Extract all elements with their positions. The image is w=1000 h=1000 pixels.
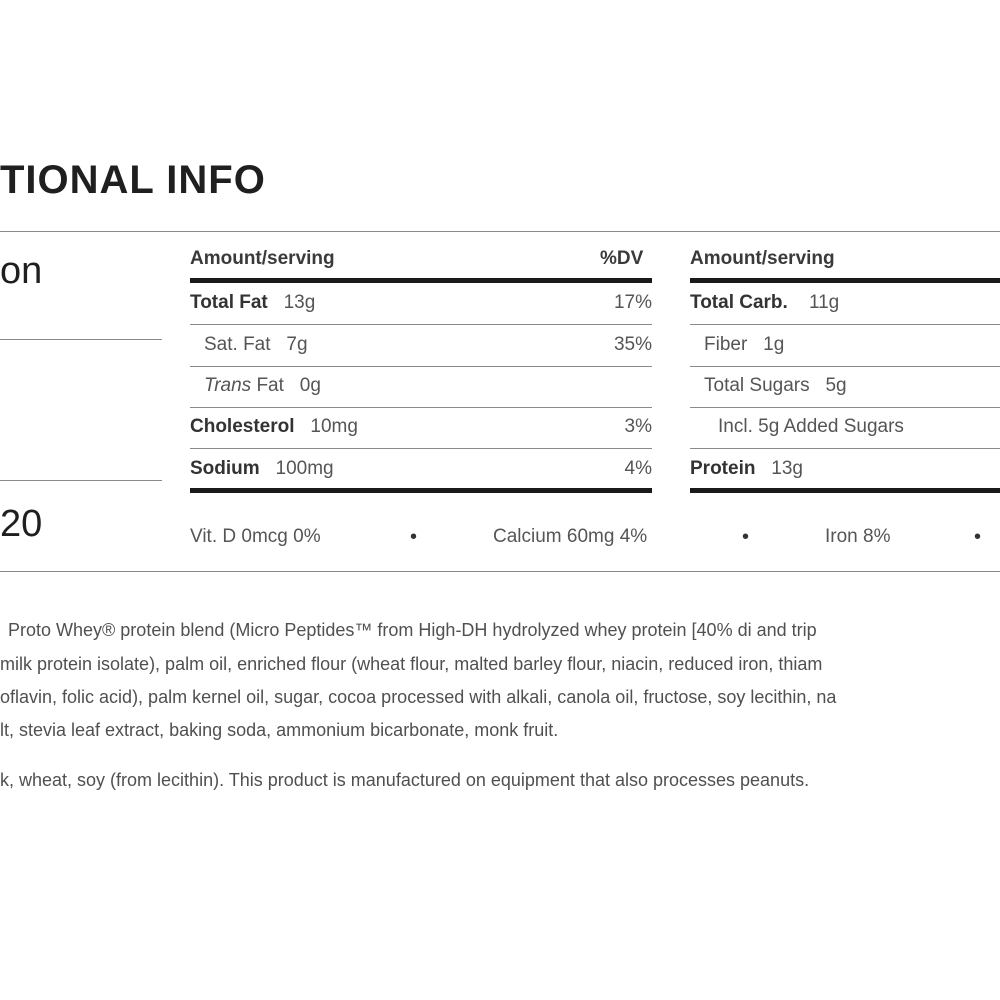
table-left-bottom-rule bbox=[190, 488, 652, 493]
row-divider bbox=[190, 448, 652, 449]
nutrient-name: Sodium bbox=[190, 458, 260, 479]
left-panel-divider-2 bbox=[0, 480, 162, 481]
nutrient-name: Total Fat bbox=[190, 292, 268, 313]
nutrient-amount: 13g bbox=[283, 292, 316, 313]
nutrient-amount: 5g bbox=[825, 375, 847, 396]
top-divider bbox=[0, 231, 1000, 232]
row-divider bbox=[190, 366, 652, 367]
row-divider bbox=[690, 448, 1000, 449]
table-left-amount-header: Amount/serving bbox=[190, 248, 335, 269]
nutrient-amount: 100mg bbox=[275, 458, 334, 479]
section-title: TIONAL INFO bbox=[0, 158, 266, 202]
table-row bbox=[690, 458, 803, 480]
vitamin-d: Vit. D 0mcg 0% bbox=[190, 526, 321, 547]
row-divider bbox=[690, 366, 1000, 367]
table-row bbox=[704, 375, 847, 397]
table-right-amount-header: Amount/serving bbox=[690, 248, 835, 269]
nutrient-name: Total Carb. bbox=[690, 292, 788, 313]
row-divider bbox=[190, 324, 652, 325]
table-row bbox=[704, 334, 784, 356]
ingredients-line-3: oflavin, folic acid), palm kernel oil, sugar, cocoa processed with alkali, canola oil, fructose, soy lecithin, na bbox=[0, 687, 837, 707]
table-left-header-rule bbox=[190, 278, 652, 283]
table-row bbox=[190, 458, 334, 480]
bullet-separator: • bbox=[742, 526, 750, 548]
table-row bbox=[190, 292, 315, 314]
nutrient-dv: 35% bbox=[613, 334, 652, 355]
nutrient-name: Sat. Fat bbox=[204, 334, 271, 355]
table-row bbox=[690, 292, 839, 314]
nutrient-name: Protein bbox=[690, 458, 756, 479]
iron: Iron 8% bbox=[825, 526, 891, 547]
nutrient-name: Fat bbox=[251, 375, 284, 396]
nutrient-amount: 11g bbox=[808, 292, 840, 313]
nutrient-name: Total Sugars bbox=[704, 375, 810, 396]
table-right-header-rule bbox=[690, 278, 1000, 283]
nutrient-amount: 7g bbox=[286, 334, 308, 355]
ingredients-line-2: milk protein isolate), palm oil, enriched flour (wheat flour, malted barley flour, niacin, reduced iron, thiam bbox=[0, 654, 823, 674]
nutrient-amount: 10mg bbox=[310, 416, 358, 437]
table-row bbox=[190, 416, 358, 438]
ingredients-line-4: lt, stevia leaf extract, baking soda, ammonium bicarbonate, monk fruit. bbox=[0, 720, 559, 740]
ingredients-line-1: Proto Whey® protein blend (Micro Peptides™ from High-DH hydrolyzed whey protein [40% di and trip bbox=[8, 620, 817, 640]
table-row bbox=[204, 375, 321, 397]
row-divider bbox=[690, 324, 1000, 325]
left-panel-bottom-text: 20 bbox=[0, 503, 43, 545]
row-divider bbox=[690, 407, 1000, 408]
table-row bbox=[718, 416, 904, 438]
nutrient-amount: 0g bbox=[299, 375, 321, 396]
bullet-separator: • bbox=[410, 526, 418, 548]
left-panel-divider-1 bbox=[0, 339, 162, 340]
nutrient-dv: 17% bbox=[613, 292, 652, 313]
bullet-separator: • bbox=[974, 526, 982, 548]
nutrient-name: Fiber bbox=[704, 334, 748, 355]
nutrient-name-italic: Trans bbox=[204, 375, 252, 396]
bottom-divider bbox=[0, 571, 1000, 572]
nutrient-name: Cholesterol bbox=[190, 416, 295, 437]
table-left-dv-header: %DV bbox=[600, 248, 644, 269]
nutrient-dv: 4% bbox=[624, 458, 652, 479]
calcium: Calcium 60mg 4% bbox=[493, 526, 648, 547]
row-divider bbox=[190, 407, 652, 408]
nutrient-amount: 1g bbox=[763, 334, 785, 355]
nutrient-amount: 13g bbox=[771, 458, 803, 479]
table-right-bottom-rule bbox=[690, 488, 1000, 493]
table-row bbox=[204, 334, 308, 356]
nutrient-name: Incl. 5g Added Sugars bbox=[718, 416, 904, 437]
nutrient-dv: 3% bbox=[624, 416, 652, 437]
left-panel-top-text: on bbox=[0, 250, 43, 292]
allergen-statement: k, wheat, soy (from lecithin). This product is manufactured on equipment that also processes peanuts. bbox=[0, 770, 810, 790]
